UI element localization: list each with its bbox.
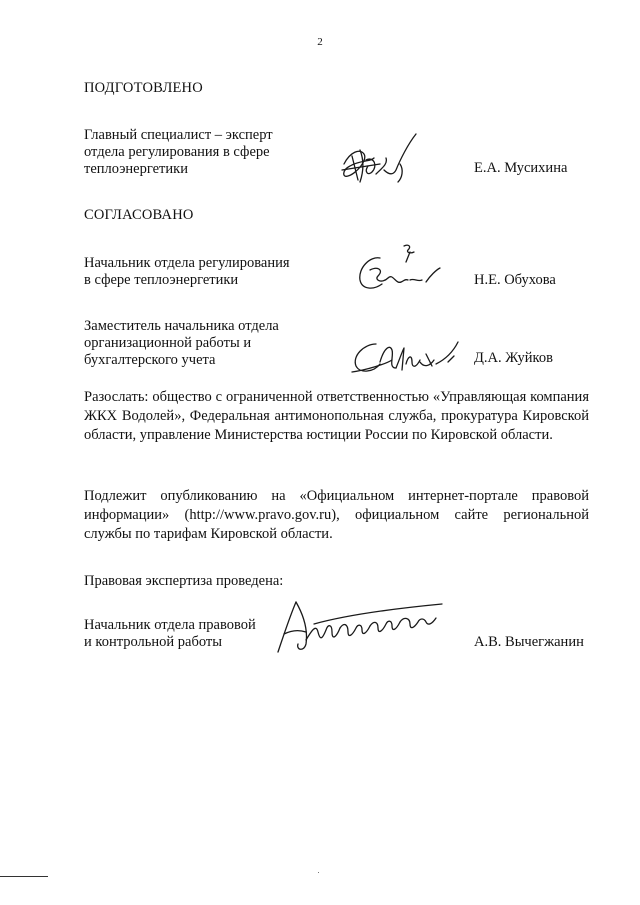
role-line: и контрольной работы (84, 634, 222, 650)
prepared-name: Е.А. Мусихина (474, 160, 568, 176)
role-line: в сфере теплоэнергетики (84, 272, 239, 288)
role-line: отдела регулирования в сфере (84, 144, 270, 160)
legal-review-statement: Правовая экспертиза проведена: (84, 573, 284, 589)
role-line: бухгалтерского учета (84, 352, 216, 368)
publication-note: Подлежит опубликованию на «Официальном интернет-портале правовой информации» (http://www.pravo.gov.ru), официальном сайте региональной службы по тарифам Кировской области. (84, 488, 589, 542)
signature-obukhova (348, 240, 458, 296)
page-number: 2 (317, 36, 323, 48)
scan-speck (318, 872, 319, 873)
role-line: Заместитель начальника отдела (84, 318, 279, 334)
role-line: Главный специалист – эксперт (84, 127, 273, 143)
footer-rule (0, 876, 48, 877)
legal-review-name: А.В. Вычегжанин (474, 634, 584, 650)
agreed-heading: СОГЛАСОВАНО (84, 207, 194, 223)
role-line: Начальник отдела правовой (84, 617, 256, 633)
signature-zhuikov (346, 334, 472, 382)
prepared-heading: ПОДГОТОВЛЕНО (84, 80, 203, 96)
agreed-name-1: Н.Е. Обухова (474, 272, 556, 288)
role-line: Начальник отдела регулирования (84, 255, 290, 271)
role-line: организационной работы и (84, 335, 252, 351)
signature-musikhina (330, 130, 440, 190)
signature-vychegzhanin (270, 594, 450, 658)
agreed-role-2 (84, 318, 324, 369)
prepared-role (84, 127, 324, 178)
role-line: теплоэнергетики (84, 161, 188, 177)
agreed-role-1 (84, 255, 324, 289)
distribution-list: Разослать: общество с ограниченной ответственностью «Управляющая компания ЖКХ Водолей», Федеральная антимонопольная служба, прокуратура Кировской области, управление Министерства юстиции России по Кировской области. (84, 389, 589, 443)
agreed-name-2: Д.А. Жуйков (474, 350, 553, 366)
